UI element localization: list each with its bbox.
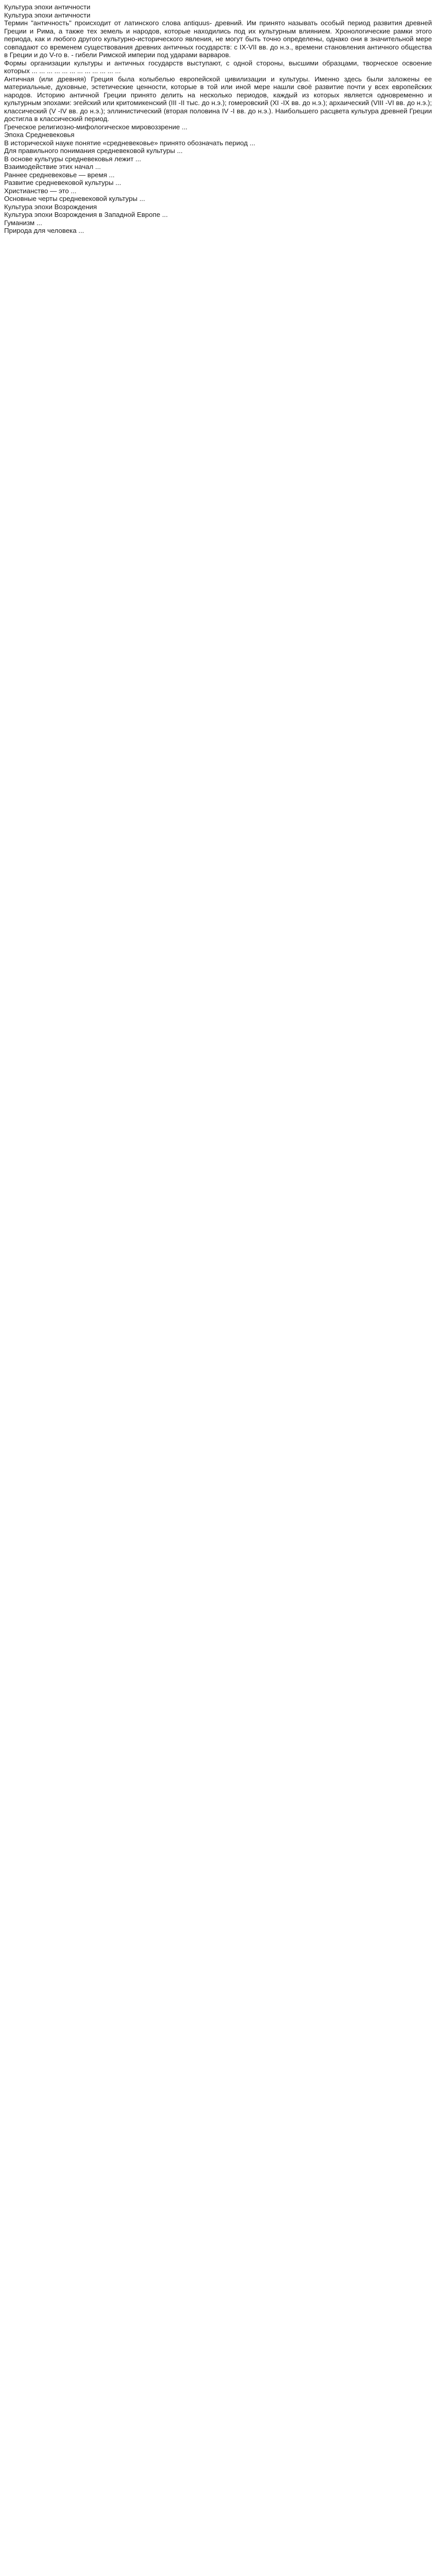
paragraph: Развитие средневековой культуры ... <box>4 179 121 187</box>
paragraph: Взаимодействие этих начал ... <box>4 163 101 171</box>
paragraph: Раннее средневековье — время ... <box>4 171 115 179</box>
paragraph: В исторической науке понятие «средневековье» принято обозначать период ... <box>4 139 255 147</box>
paragraph: Греческое религиозно-мифологическое мировоззрение ... <box>4 123 188 131</box>
section-heading: Эпоха Средневековья <box>4 131 75 139</box>
paragraph: Формы организации культуры и античных государств выступают, с одной стороны, высшими образцами, творческое освоение которых ... ... ... ... ... ... ... ... ... ... ... ... <box>4 59 432 75</box>
paragraph: Природа для человека ... <box>4 227 84 234</box>
section-heading: Культура эпохи античности <box>4 11 91 19</box>
section-middle-ages <box>4 131 432 203</box>
section-antiquity <box>4 11 432 131</box>
paragraph: Для правильного понимания средневековой культуры ... <box>4 147 183 155</box>
document-title: Культура эпохи античности <box>4 3 91 11</box>
paragraph: Культура эпохи Возрождения в Западной Европе ... <box>4 211 168 218</box>
paragraph: Христианство — это ... <box>4 187 77 195</box>
section-renaissance <box>4 203 432 235</box>
paragraph: Термин "античность" происходит от латинского слова antiquus- древний. Им принято называть особый период развития древней Греции и Рима, а также тех земель и народов, которые находились под их культурным влиянием. Хронологические рамки этого периода, как и любого другого культурно-исторического явления, не могут быть точно определены, однако они в значительной мере совпадают со временем существования древних античных государств: с IX-VII вв. до н.э., времени становления античного общества в Греции и до V-го в. - гибели Римской империи под ударами варваров. <box>4 19 432 59</box>
document-body <box>4 3 432 235</box>
paragraph: Гуманизм ... <box>4 218 42 227</box>
paragraph: Основные черты средневековой культуры ... <box>4 195 145 202</box>
paragraph: Античная (или древняя) Греция была колыбелью европейской цивилизации и культуры. Именно здесь были заложены ее материальные, духовные, эстетические ценности, которые в той или иной мере нашли своё развитие почти у всех европейских народов. Историю античной Греции принято делить на несколько периодов, каждый из которых является одновременно и культурным эпохами: эгейский или критомикенский (III -II тыс. до н.э.); гомеровский (XI -IX вв. до н.э.); архаический (VIII -VI вв. до н.э.); классический (V -IV вв. до н.э.); эллинистический (вторая половина IV -I вв. до н.э.). Наибольшего расцвета культура древней Греции достигла в классический период. <box>4 75 432 123</box>
paragraph: В основе культуры средневековья лежит ... <box>4 155 142 163</box>
section-heading: Культура эпохи Возрождения <box>4 202 97 211</box>
